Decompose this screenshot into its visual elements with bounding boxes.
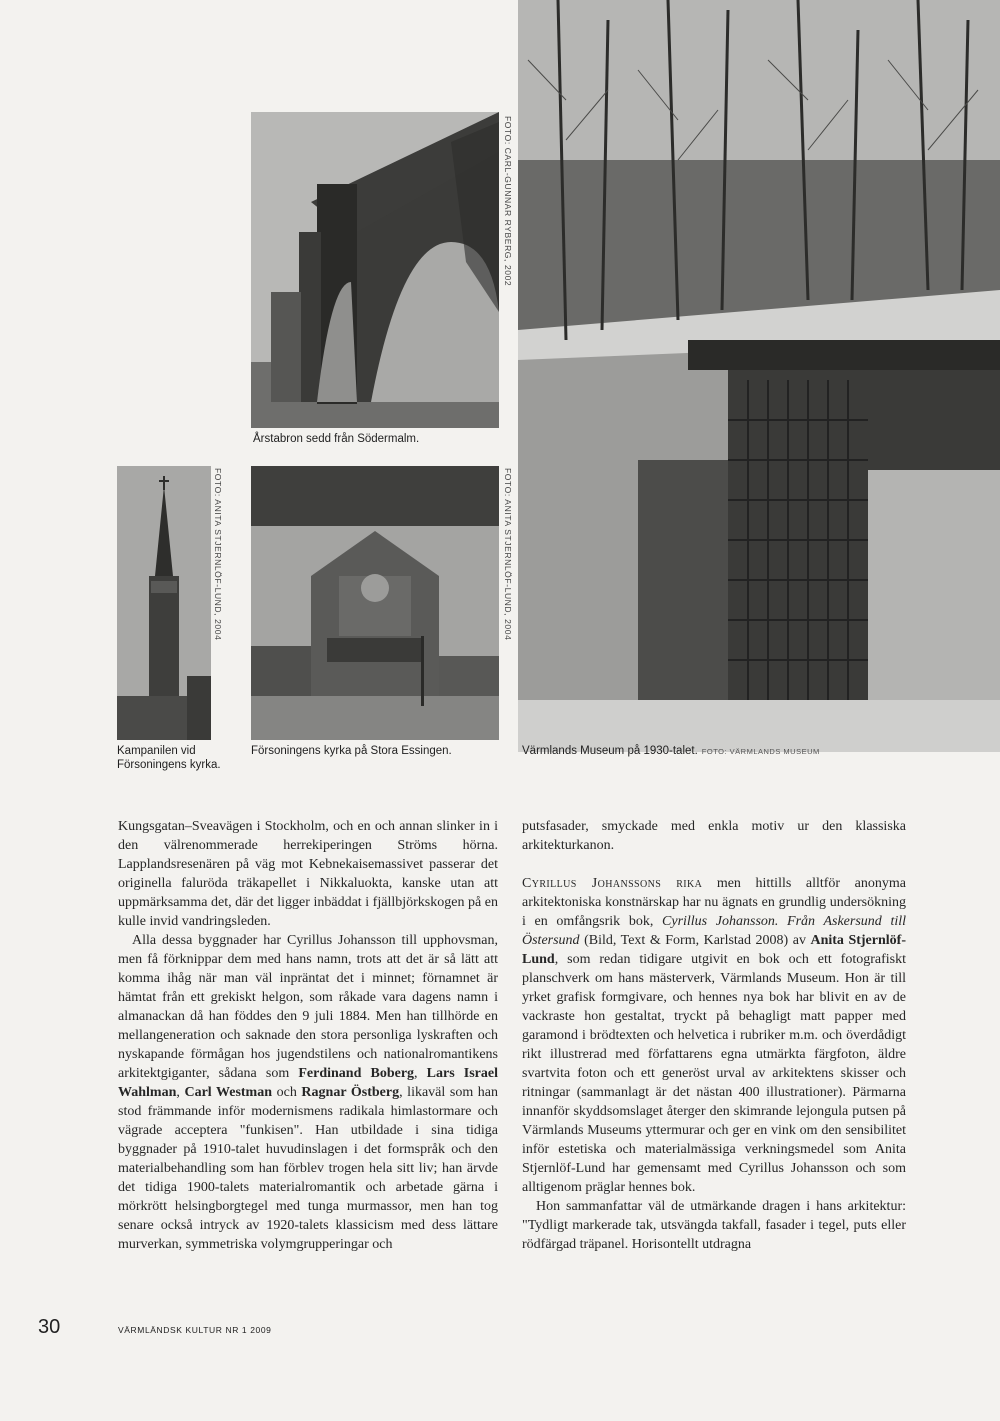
- section-lead-in: Cyrillus Johanssons rika: [522, 876, 703, 891]
- photo-kampanilen: [117, 466, 211, 740]
- sep-2: ,: [176, 1085, 185, 1100]
- caption-forsoningens-kyrka: Försoningens kyrka på Stora Essingen.: [251, 745, 452, 757]
- left-text-column: [118, 817, 498, 1254]
- photo-credit-kampanilen: FOTO: ANITA STJERNLÖF-LUND, 2004: [213, 468, 223, 641]
- left-paragraph-2: [118, 931, 498, 1254]
- photo-credit-arstabron: FOTO: CARL-GUNNAR RYBERG, 2002: [503, 116, 513, 287]
- left-paragraph-1: Kungsgatan–Sveavägen i Stockholm, och en och annan slinker in i den välrenommerade herrekiperingen Ströms hörna. Lapplandsresenären på väg mot Kebnekaisemassivet passerar det originella faluröda träkapellet i Nikkaluokta, kanske utan att uppmärksamma det, där det ligger inbäddat i fjällbjörkskogen på en kulle invid vandringsleden.: [118, 819, 498, 929]
- right-paragraph-1: putsfasader, smyckade med enkla motiv ur den klassiska arkitekturkanon.: [522, 819, 906, 853]
- page-number: 30: [38, 1316, 61, 1338]
- sep-3: och: [272, 1085, 302, 1100]
- architect-boberg: Ferdinand Boberg: [298, 1066, 415, 1081]
- photo-forsoningens-kyrka: [251, 466, 499, 740]
- architect-ostberg: Ragnar Östberg: [301, 1085, 400, 1100]
- caption-kampanilen-line2: Försoningens kyrka.: [117, 759, 221, 771]
- caption-varmlands-museum: [522, 744, 820, 759]
- caption-varmlands-museum-text: Värmlands Museum på 1930-talet.: [522, 745, 698, 757]
- right-paragraph-2-part-a: men hittills alltför anonyma arkitektoniska konstnärskap har nu ägnats en grundlig undersökning i en omfångsrik bok,: [522, 876, 906, 929]
- photo-varmlands-museum: [518, 0, 1000, 752]
- caption-kampanilen: [117, 744, 221, 772]
- left-paragraph-2-part-b: , likaväl som han stod främmande inför modernismens radikala himlastormare och vägrade acceptera "funkisen". Han utbildade i sina tidiga byggnader på 1910-talet huvudinslagen i det formspråk och den materialbehandling som han förblev trogen hela sitt liv; han ärvde det tidiga 1900-talets materialromantik och arbetade gärna i mörkrött helsingborgtegel med tunga murmassor, men han tog senare också intryck av 1920-talets klassicism med dess lättare murverkan, symmetriska volymgrupperingar och: [118, 1085, 499, 1252]
- photo-credit-varmlands-museum: FOTO: VÄRMLANDS MUSEUM: [701, 747, 820, 756]
- right-paragraph-2-part-b: (Bild, Text & Form, Karlstad 2008) av: [579, 933, 811, 948]
- caption-arstabron: Årstabron sedd från Södermalm.: [253, 433, 420, 445]
- right-paragraph-2-part-c: , som redan tidigare utgivit en bok och ett fotografiskt planschverk om hans mästerverk, Värmlands Museum. Hon är till yrket grafisk formgivare, och hennes nya bok har blivit en av de vackraste hon gestaltat, tryckt på behagligt matt papper med garamond i brödtexten och helvetica i rubriker m.m. och överdådigt rikt illustrerad med författarens egna utmärkta färgfoton, äldre svartvita foton och ett generöst urval av arkitektens skisser och ritningar (sammanlagt är det nästan 400 illustrationer). Pärmarna innanför skyddsomslaget återger den skimrande lejongula putsen på Värmlands Museums yttermurar och ger en vink om den sensibilitet inför estetiska och materialmässiga verkningsmedel som Anita Stjernlöf-Lund har gemensamt med Cyrillus Johansson och som alltigenom präglar hennes bok.: [522, 952, 906, 1195]
- sep-1: ,: [414, 1066, 427, 1081]
- publication-footer: VÄRMLÄNDSK KULTUR NR 1 2009: [118, 1325, 272, 1335]
- left-paragraph-2-part-a: Alla dessa byggnader har Cyrillus Johansson till upphovsman, men få förknippar dem med hans namn, trots att det är så lätt att komma ihåg när man väl inpräntat det i minnet; förnamnet är hämtat från ett grekiskt helgon, som råkade vara dagens namn i almanackan då han föddes den 9 juli 1884. Men han tillhörde en mellangeneration och saknade den stora personliga lyskraften och nyskapande förmågan hos jugendstilens och nationalromantikens arkitektgiganter, sådana som: [118, 933, 498, 1081]
- caption-kampanilen-line1: Kampanilen vid: [117, 745, 196, 757]
- right-paragraph-2: [522, 874, 906, 1197]
- book-title: Cyrillus Johansson. Från Askersund till Östersund: [522, 914, 907, 948]
- right-text-column: [522, 817, 906, 1254]
- book-author: Anita Stjernlöf-Lund: [522, 933, 906, 967]
- right-paragraph-3: Hon sammanfattar väl de utmärkande dragen i hans arkitektur: "Tydligt markerade tak, utsvängda takfall, fasader i tegel, puts eller rödfärgad träpanel. Horisontellt utdragna: [522, 1199, 906, 1252]
- architect-westman: Carl Westman: [184, 1085, 273, 1100]
- photo-credit-forsoningens-kyrka: FOTO: ANITA STJERNLÖF-LUND, 2004: [503, 468, 513, 641]
- architect-wahlman: Lars Israel Wahlman: [118, 1066, 499, 1100]
- photo-arstabron: [251, 112, 499, 428]
